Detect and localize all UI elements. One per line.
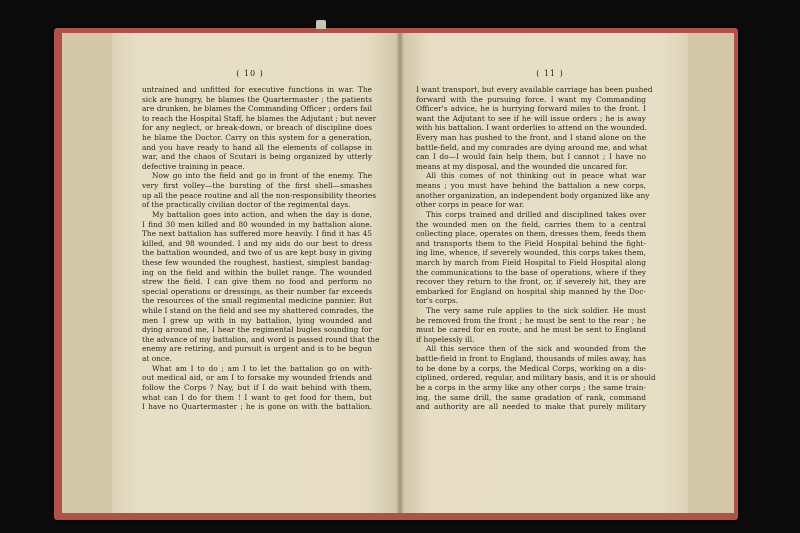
text-line: I want transport, but every available carriage has been pushed (416, 85, 653, 94)
text-line: Now go into the field and go in front of the enemy. The (152, 171, 372, 181)
text-line: defective training in peace. (142, 161, 245, 171)
text-line: he blame the Doctor. Carry on this system for a generation, (142, 133, 372, 143)
text-line: to reach the Hospital Staff, he blames the Adjutant ; but never (142, 113, 377, 123)
left-page-text (142, 85, 380, 412)
text-line: follow the Corps ? Nay, but if I do wait behind with them, (142, 382, 372, 392)
page-number-left: ( 10 ) (236, 69, 264, 78)
text-line: All this comes of not thinking out in peace what war (426, 171, 646, 181)
text-line: can I do—I would fain help them, but I cannot ; I have no (416, 152, 646, 162)
text-line: All this service then of the sick and wounded from the (426, 344, 646, 354)
text-line: recover they return to the front, or, if severely hit, they are (416, 277, 646, 287)
text-line: if hopelessly ill. (416, 334, 475, 344)
text-line: enemy are retiring, and pursuit is urgent and is to be begun (142, 344, 372, 354)
text-line: other corps in peace for war. (416, 200, 525, 210)
text-line: special operations or dressings, as their number far exceeds (142, 286, 372, 296)
left-page (112, 33, 400, 513)
text-line: ing line, whence, if severely wounded, this corps takes them, (416, 248, 646, 258)
text-line: the advance of my battalion, and word is passed round that the (142, 334, 380, 344)
text-line: The very same rule applies to the sick soldier. He must (426, 306, 646, 316)
text-line: want the Adjutant to see if he will issue orders ; he is away (416, 113, 646, 123)
text-line: What am I to do ; am I to let the battalion go on with- (152, 363, 372, 373)
text-line: are drunken, he blames the Commanding Officer ; orders fail (142, 104, 372, 114)
text-line: the resources of the small regimental medicine pannier. But (142, 296, 372, 306)
text-line: up all the peace routine and all the non-responsibility theories (142, 190, 377, 200)
text-line: must be cared for en route, and he must be sent to England (416, 325, 646, 335)
book-gutter (396, 33, 404, 513)
text-line: and transports them to the Field Hospital behind the fight- (416, 238, 646, 248)
text-line: battle-field in front to England, thousands of miles away, has (416, 354, 646, 364)
text-line: battle-field, and my comrades are dying around me, and what (416, 142, 648, 152)
text-line: I have no Quartermaster ; he is gone on with the battalion. (142, 402, 372, 412)
text-line: ing on the field and within the bullet range. The wounded (142, 267, 372, 277)
text-line: very first volley—the bursting of the first shell—smashes (142, 181, 372, 191)
text-line: war, and the chaos of Scutari is being organized by utterly (142, 152, 372, 162)
text-line: tor's corps. (416, 296, 459, 306)
text-line: these few wounded the roughest, hastiest, simplest bandag- (142, 257, 372, 267)
text-line: means ; you must have behind the battalion a new corps, (416, 181, 646, 191)
text-line: killed, and 98 wounded. I and my aids do our best to dress (142, 238, 372, 248)
text-line: to be done by a corps, the Medical Corps, working on a dis- (416, 363, 646, 373)
text-line: for any neglect, or break-down, or breach of discipline does (142, 123, 372, 133)
text-line: be removed from the front ; he must be sent to the rear ; he (416, 315, 646, 325)
text-line: forward with the pursuing force. I want my Commanding (416, 94, 646, 104)
page-edges-right (688, 33, 734, 513)
text-line: and you have ready to hand all the elements of collapse in (142, 142, 372, 152)
page-number-right: ( 11 ) (536, 69, 564, 78)
text-line: and authority are all needed to make that purely military (416, 402, 646, 412)
text-line: be a corps in the army like any other corps ; the same train- (416, 382, 646, 392)
ribbon-tab (316, 20, 326, 29)
text-line: means at my disposal, and the wounded die uncared for. (416, 161, 628, 171)
text-line: strew the field. I can give them no food and perform no (142, 277, 372, 287)
text-line: what can I do for them ! I want to get food for them, but (142, 392, 372, 402)
text-line: Officer's advice, he is hurrying forward miles to the front. I (416, 104, 646, 114)
text-line: the wounded men on the field, carries them to a central (416, 219, 646, 229)
text-line: men I grew up with in my battalion, lying wounded and (142, 315, 372, 325)
text-line: collecting place, operates on them, dresses them, feeds them (416, 229, 647, 239)
text-line: embarked for England on hospital ship manned by the Doc- (416, 286, 646, 296)
text-line: ing, the same drill, the same gradation of rank, command (416, 392, 646, 402)
text-line: with his battalion. I want orderlies to attend on the wounded. (416, 123, 647, 133)
text-line: another organization, an independent body organized like any (416, 190, 650, 200)
text-line: This corps trained and drilled and disciplined takes over (426, 209, 646, 219)
text-line: untrained and unfitted for executive functions in war. The (142, 85, 372, 94)
text-line: ciplined, ordered, regular, and military basis, and it is or should (416, 373, 656, 383)
text-line: The next battalion has suffered more heavily. I find it has 45 (142, 229, 372, 239)
text-line: Every man has pushed to the front, and I stand alone on the (416, 133, 646, 143)
text-line: out medical aid, or am I to forsake my wounded friends and (142, 373, 372, 383)
text-line: march by march from Field Hospital to Field Hospital along (416, 257, 646, 267)
text-line: I find 30 men killed and 80 wounded in my battalion alone. (142, 219, 372, 229)
text-line: while I stand on the field and see my shattered comrades, the (142, 306, 374, 316)
text-line: dying around me, I hear the regimental bugles sounding for (142, 325, 372, 335)
text-line: of the practically civilian doctor of the regimental days. (142, 200, 351, 210)
text-line: sick are hungry, he blames the Quartermaster ; the patients (142, 94, 372, 104)
text-line: the communications to the base of operations, where if they (416, 267, 646, 277)
text-line: My battalion goes into action, and when the day is done, (152, 209, 372, 219)
text-line: at once. (142, 354, 172, 364)
right-page (400, 33, 688, 513)
text-line: the battalion wounded, and two of us are kept busy in giving (142, 248, 372, 258)
right-page-text (416, 85, 656, 412)
page-edges-left (62, 33, 112, 513)
